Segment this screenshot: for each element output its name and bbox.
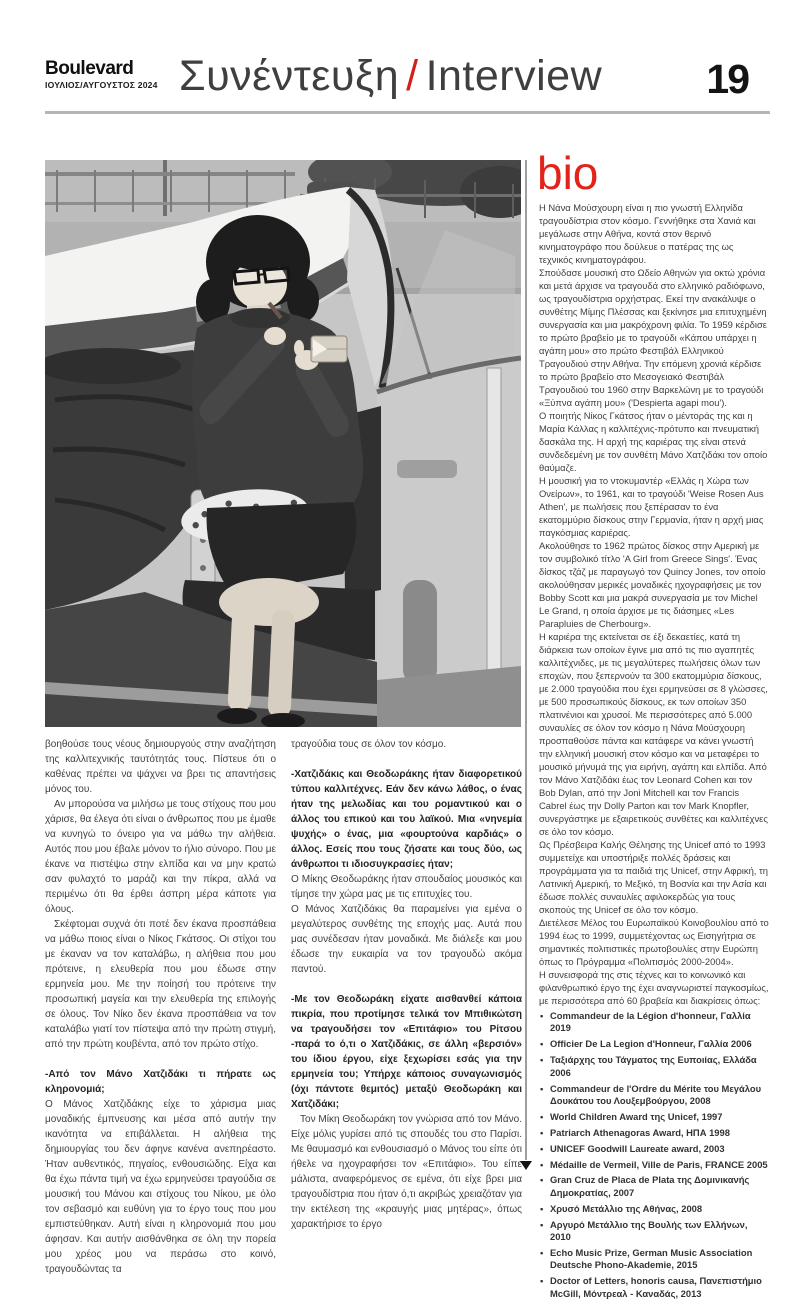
magazine-logo — [45, 60, 158, 90]
article-paragraph: τραγούδια τους σε όλον τον κόσμο. — [291, 739, 447, 750]
bio-sidebar — [537, 147, 769, 1304]
article-paragraph: βοηθούσε τους νέους δημιουργούς στην αναζήτηση της καλλιτεχνικής ταυτότητάς τους. Πίστευε ότι ο καθένας πρέπει να ψάχνει να βρει τις απαντήσεις μόνος του. — [45, 739, 276, 795]
page-content — [45, 147, 770, 1304]
award-item: • Gran Cruz de Placa de Plata της Δομινικανής Δημοκρατίας, 2007 — [539, 1174, 769, 1199]
bio-paragraph: Ο ποιητής Νίκος Γκάτσος ήταν ο μέντοράς της και η Μαρία Κάλλας η καλλιτέχνις-πρότυπο και πνευματική δασκάλα της. Η αρχή της καριέρας της είναι στενά συνδεδεμένη με τον συνθέτη Μάνο Χατζιδάκι τον οποίο θαύμαζε. — [539, 410, 768, 473]
page-header — [45, 0, 770, 111]
photo-illustration — [45, 160, 521, 727]
awards-list — [539, 1010, 769, 1300]
section-title-slash: / — [406, 52, 419, 100]
bio-paragraph: Ως Πρέσβειρα Καλής Θέλησης της Unicef από το 1993 συμμετείχε και υποστήριξε πολλές δράσεις και προγράμματα για τα παιδιά της Unicef, στην Αφρική, τη Λατινική Αμερική, το Μεξικό, τη Βοσνία και την Ασία και έδωσε πολλές συναυλίες αφιλοκερδώς για τους σκοπούς της Unicef σε όλο τον κόσμο. — [539, 839, 768, 915]
section-title — [179, 52, 602, 101]
article-body — [45, 737, 521, 1277]
article-main — [45, 160, 521, 1277]
street-pole — [163, 160, 167, 216]
award-item: • Commandeur de la Légion d'honneur, Γαλλία 2019 — [539, 1010, 769, 1035]
bio-paragraph: Η Νάνα Μούσχουρη είναι η πιο γνωστή Ελληνίδα τραγουδίστρια στον κόσμο. Γεννήθηκε στα Χανιά και μεγάλωσε στην Αθήνα, κοντά στον θερινό κινηματογράφο που δούλευε ο πατέρας της ως τεχνικός κινηματογράφου. — [539, 202, 756, 265]
armrest — [403, 580, 437, 684]
bio-paragraph: Η καριέρα της εκτείνεται σε έξι δεκαετίες, κατά τη διάρκεια των οποίων έγινε μια από τις πιο αγαπητές καλλιτέχνιδες, με τις μεγαλύτερες πωλήσεις όλων των εποχών, που ξεπερνούν τα 300 εκατομμύρια δίσκους, με 2.000 τραγούδια που έχει ερμηνεύσει σε 8 γλώσσες, με 500 προσωπικούς δίσκους, εκ των οποίων 350 πλατινένιοι και χρυσοί. Με περισσότερες από 5.000 συναυλίες σε όλον τον κόσμο η Νάνα Μούσχουρη προσπαθούσε πάντα και κατάφερε να κάνει γνωστή την ελληνική μουσική στον κόσμο και να μεταφέρει το μουσικό μήνυμά της για ειρήνη, αγάπη και ελπίδα. Από τον Μάνο Χατζιδάκι έως τον Leonard Cohen και τον Bob Dylan, από την Joni Mitchell και τον Francis Cabrel έως την Dolly Parton και τον Mark Knopfler, συνεργάστηκε με εξαιρετικούς συνθέτες και καλλιτέχνες σε όλο τον κόσμο. — [539, 631, 768, 837]
door-handle — [397, 460, 457, 478]
article-paragraph: Σκέφτομαι συχνά ότι ποτέ δεν έκανα προσπάθεια να μάθω ποιος είναι ο Νίκος Γκάτσος. Οι στίχοι του με έκαναν να τον καταλάβω, η αλήθεια που μου πρότεινε, η ελευθερία που μου έδωσε στην ερμηνεία μου. Με την ποίησή του πρότεινε την προσωπική μαγεία και την ελευθερία της επιλογής σε όλους. Τον Νίκο δεν έκανα προσπάθεια να τον καταλάβω γιατί τον πίστεψα από την πρώτη στιγμή, από την πρώτη κουβέντα, από τον πρώτο στίχο. — [45, 919, 276, 1050]
column-divider — [525, 160, 527, 1160]
interview-question: -Με τον Θεοδωράκη είχατε αισθανθεί κάποια πικρία, που προτίμησε τελικά τον Μπιθικώτση να τραγουδήσει τον «Επιτάφιο» του Ρίτσου -παρά το ό,τι ο Χατζιδάκις, σε άλλη «βερσιόν» του ίδιου έργου, είχε ξεχωρίσει εσάς για την ερμηνεία του; Υπήρχε κάποιος συναγωνισμός (όχι πάντοτε θεμιτός) μεταξύ Θεοδωράκη και Χατζιδάκι; — [291, 994, 522, 1110]
article-paragraph: Αν μπορούσα να μιλήσω με τους στίχους που μου χάρισε, θα έλεγα ότι είναι ο άνθρωπος που με έμαθε να κυνηγώ το όνειρο για να μάθω την αλήθεια. Αυτός που μου έβαλε μόνον το ήλιο σύνορο. Που με έκανε να πιστέψω στην ελπίδα και να μην κρατώ σαν φυλαχτό το μαράζι και την πίκρα, αλλά να περιμένω ότι θα έρθει άσπρη μέρα κάποτε για όλους. — [45, 799, 276, 915]
compact-mirror — [311, 336, 347, 362]
section-title-greek: Συνέντευξη — [179, 52, 400, 100]
award-item: • Ταξιάρχης του Τάγματος της Ευποιίας, Ελλάδα 2006 — [539, 1054, 769, 1079]
bio-paragraph: Σπούδασε μουσική στο Ωδείο Αθηνών για οκτώ χρόνια και μετά άρχισε να τραγουδά στο ελληνικό ραδιόφωνο, ως τραγουδίστρια ορχήστρας. Εκεί την ανακάλυψε ο συνθέτης Μίμης Πλέσσας και ξεκίνησε μια επιτυχημένη συνεργασία και μια μακρόχρονη φιλία. Το 1959 κέρδισε το πρώτο βραβείο με το τραγούδι «Κάπου υπάρχει η αγάπη μου» στο πρώτο Φεστιβάλ Ελληνικού Τραγουδιού στην Αθήνα. Την επόμενη χρονιά κέρδισε το πρώτο βραβείο στο Μεσογειακό Φεστιβάλ Τραγουδιού του 1960 στην Βαρκελώνη με το τραγούδι «Ξύπνα αγάπη μου» ('Despierta agapi mou'). — [539, 267, 767, 408]
right-leg — [268, 610, 295, 717]
down-arrow-icon — [520, 1161, 532, 1170]
header-rule — [45, 111, 770, 114]
left-leg — [228, 606, 255, 711]
interview-question: -Χατζιδάκις και Θεοδωράκης ήταν διαφορετικού τύπου καλλιτέχνες. Εάν δεν κάνω λάθος, ο ένας ήταν της μελωδίας και του ρομαντικού και ο άλλος του επικού και του λαϊκού. Μια «νηνεμία ψυχής» ο ένας, μια «φουρτούνα καρδιάς» ο άλλος. Εσείς που τους ζήσατε και τους δύο, ως άνθρωποι τι ιδιοσυγκρασίες ήταν; — [291, 769, 522, 870]
bio-paragraph: Διετέλεσε Μέλος του Ευρωπαϊκού Κοινοβουλίου από το 1994 έως το 1999, συμμετέχοντας ως Εισηγήτρια σε σημαντικές πολιτιστικές πρωτοβουλίες στην Ευρώπη όπως το Πρόγραμμα «Πολιτισμός 2000-2004». — [539, 917, 769, 967]
award-item: • Echo Music Prize, German Music Association Deutsche Phono-Akademie, 2015 — [539, 1247, 769, 1272]
page-number: 19 — [706, 56, 748, 102]
award-item: • Αργυρό Μετάλλιο της Βουλής των Ελλήνων, 2010 — [539, 1219, 769, 1244]
award-item: • Commandeur de l'Ordre du Mérite του Μεγάλου Δουκάτου του Λουξεμβούργου, 2008 — [539, 1083, 769, 1108]
award-item: • Officier De La Legion d'Honneur, Γαλλία 2006 — [539, 1038, 769, 1050]
section-title-english: Interview — [425, 52, 603, 100]
article-paragraph: Ο Μάνος Χατζιδάκις θα παραμείνει για εμένα ο μεγαλύτερος συνθέτης της εποχής μας. Αυτά που μας συνέδεσαν ήταν μοναδικά. Με διάλεξε και μου έδωσε την ευκαιρία να τον τραγουδώ ακόμα παντού. — [291, 904, 522, 975]
article-paragraph: Ο Μάνος Χατζιδάκης είχε το χάρισμα μιας μοναδικής έμπνευσης και μέσα από αυτήν την ικανότητα να επιβάλλεται. Η αλήθεια της δημιουργίας του δεν άφηνε κανένα ανεπηρέαστο. Ήταν αυθεντικός, πηγαίος, ενθουσιώδης. Είχα και θα έχω πάντα τιμή να έχω ερμηνεύσει τραγούδια σε μουσική του Μάνου και στίχους του Νίκου, με όλο τον σεβασμό και ευθύνη για το έργο τους που μου εμπιστεύθηκαν. Αυτή είναι η κληρονομιά που μου άφησαν. Και αυτήν αισθάνθηκα σε όλη την πορεία μου χρέος μου να περάσω στο κοινό, τραγουδώντας τα — [45, 1099, 276, 1275]
award-item: • UNICEF Goodwill Laureate award, 2003 — [539, 1143, 769, 1155]
article-paragraph: Ο Μίκης Θεοδωράκης ήταν σπουδαίος μουσικός και τίμησε την χώρα μας με τις επιτυχίες του. — [291, 874, 522, 900]
award-item: • Doctor of Letters, honoris causa, Πανεπιστήμιο McGill, Μόντρεαλ - Καναδάς, 2013 — [539, 1275, 769, 1300]
magazine-issue-date: ΙΟΥΛΙΟΣ/ΑΥΓΟΥΣΤΟΣ 2024 — [45, 80, 158, 90]
article-paragraph: Τον Μίκη Θεοδωράκη τον γνώρισα από τον Μάνο. Είχε μόλις γυρίσει από τις σπουδές του στο Παρίσι. Με θαυμασμό και ενθουσιασμό ο Μάνος του είπε ότι ήθελε να ηχογραφήσει τον «Επιτάφιο». Του είπε μάλιστα, αναφερόμενος σε εμένα, ότι είχε βρει μια τραγουδίστρια που ήταν ό,τι ακριβώς χρειαζόταν για την εκτέλεση της «κραυγής μιας μητέρας», όπως χαρακτήρισε το έργο — [291, 1114, 522, 1230]
article-column-2 — [291, 737, 522, 1277]
award-item: • Χρυσό Μετάλλιο της Αθήνας, 2008 — [539, 1203, 769, 1215]
award-item: • Médaille de Vermeil, Ville de Paris, FRANCE 2005 — [539, 1159, 769, 1171]
article-column-1 — [45, 737, 276, 1277]
award-item: • World Children Award της Unicef, 1997 — [539, 1111, 769, 1123]
bio-paragraph: Ακολούθησε το 1962 πρώτος δίσκος στην Αμερική με τον συμβολικό τίτλο 'A Girl from Greece Sings'. Ένας δίσκος τζάζ με παραγωγό τον Quincy Jones, τον οποίο ακολούθησαν μερικές μοναδικές ηχογραφήσεις με τον Bobby Scott και μια μακρά συνεργασία με τον Michel Le Grand, η οποία άρχισε με τις διάσημες «Les Parapluies de Cherbourg». — [539, 540, 766, 629]
bio-paragraph: Η μουσική για το ντοκυμαντέρ «Ελλάς η Χώρα των Ονείρων», το 1961, και το τραγούδι 'Weise Rosen Aus Athen', με πωλήσεις που ξεπέρασαν το ένα εκατομμύριο δίσκους στην Γερμανία, ήταν η αρχή μιας παγκόσμιας καριέρας. — [539, 475, 764, 538]
right-hand — [264, 327, 286, 345]
shoe — [217, 708, 257, 724]
bio-paragraph: Η συνεισφορά της στις τέχνες και το κοινωνικό και φιλανθρωπικό έργο της έχει αναγνωριστεί παγκοσμίως, με περισσότερα από 60 βραβεία και διακρίσεις όπως: — [539, 969, 769, 1006]
interview-question: -Από τον Μάνο Χατζιδάκι τι πήρατε ως κληρονομιά; — [45, 1069, 276, 1095]
award-item: • Patriarch Athenagoras Award, ΗΠΑ 1998 — [539, 1127, 769, 1139]
magazine-logo-name: Boulevard — [45, 58, 134, 79]
interview-photo — [45, 160, 521, 727]
bio-heading: bio — [537, 147, 599, 199]
